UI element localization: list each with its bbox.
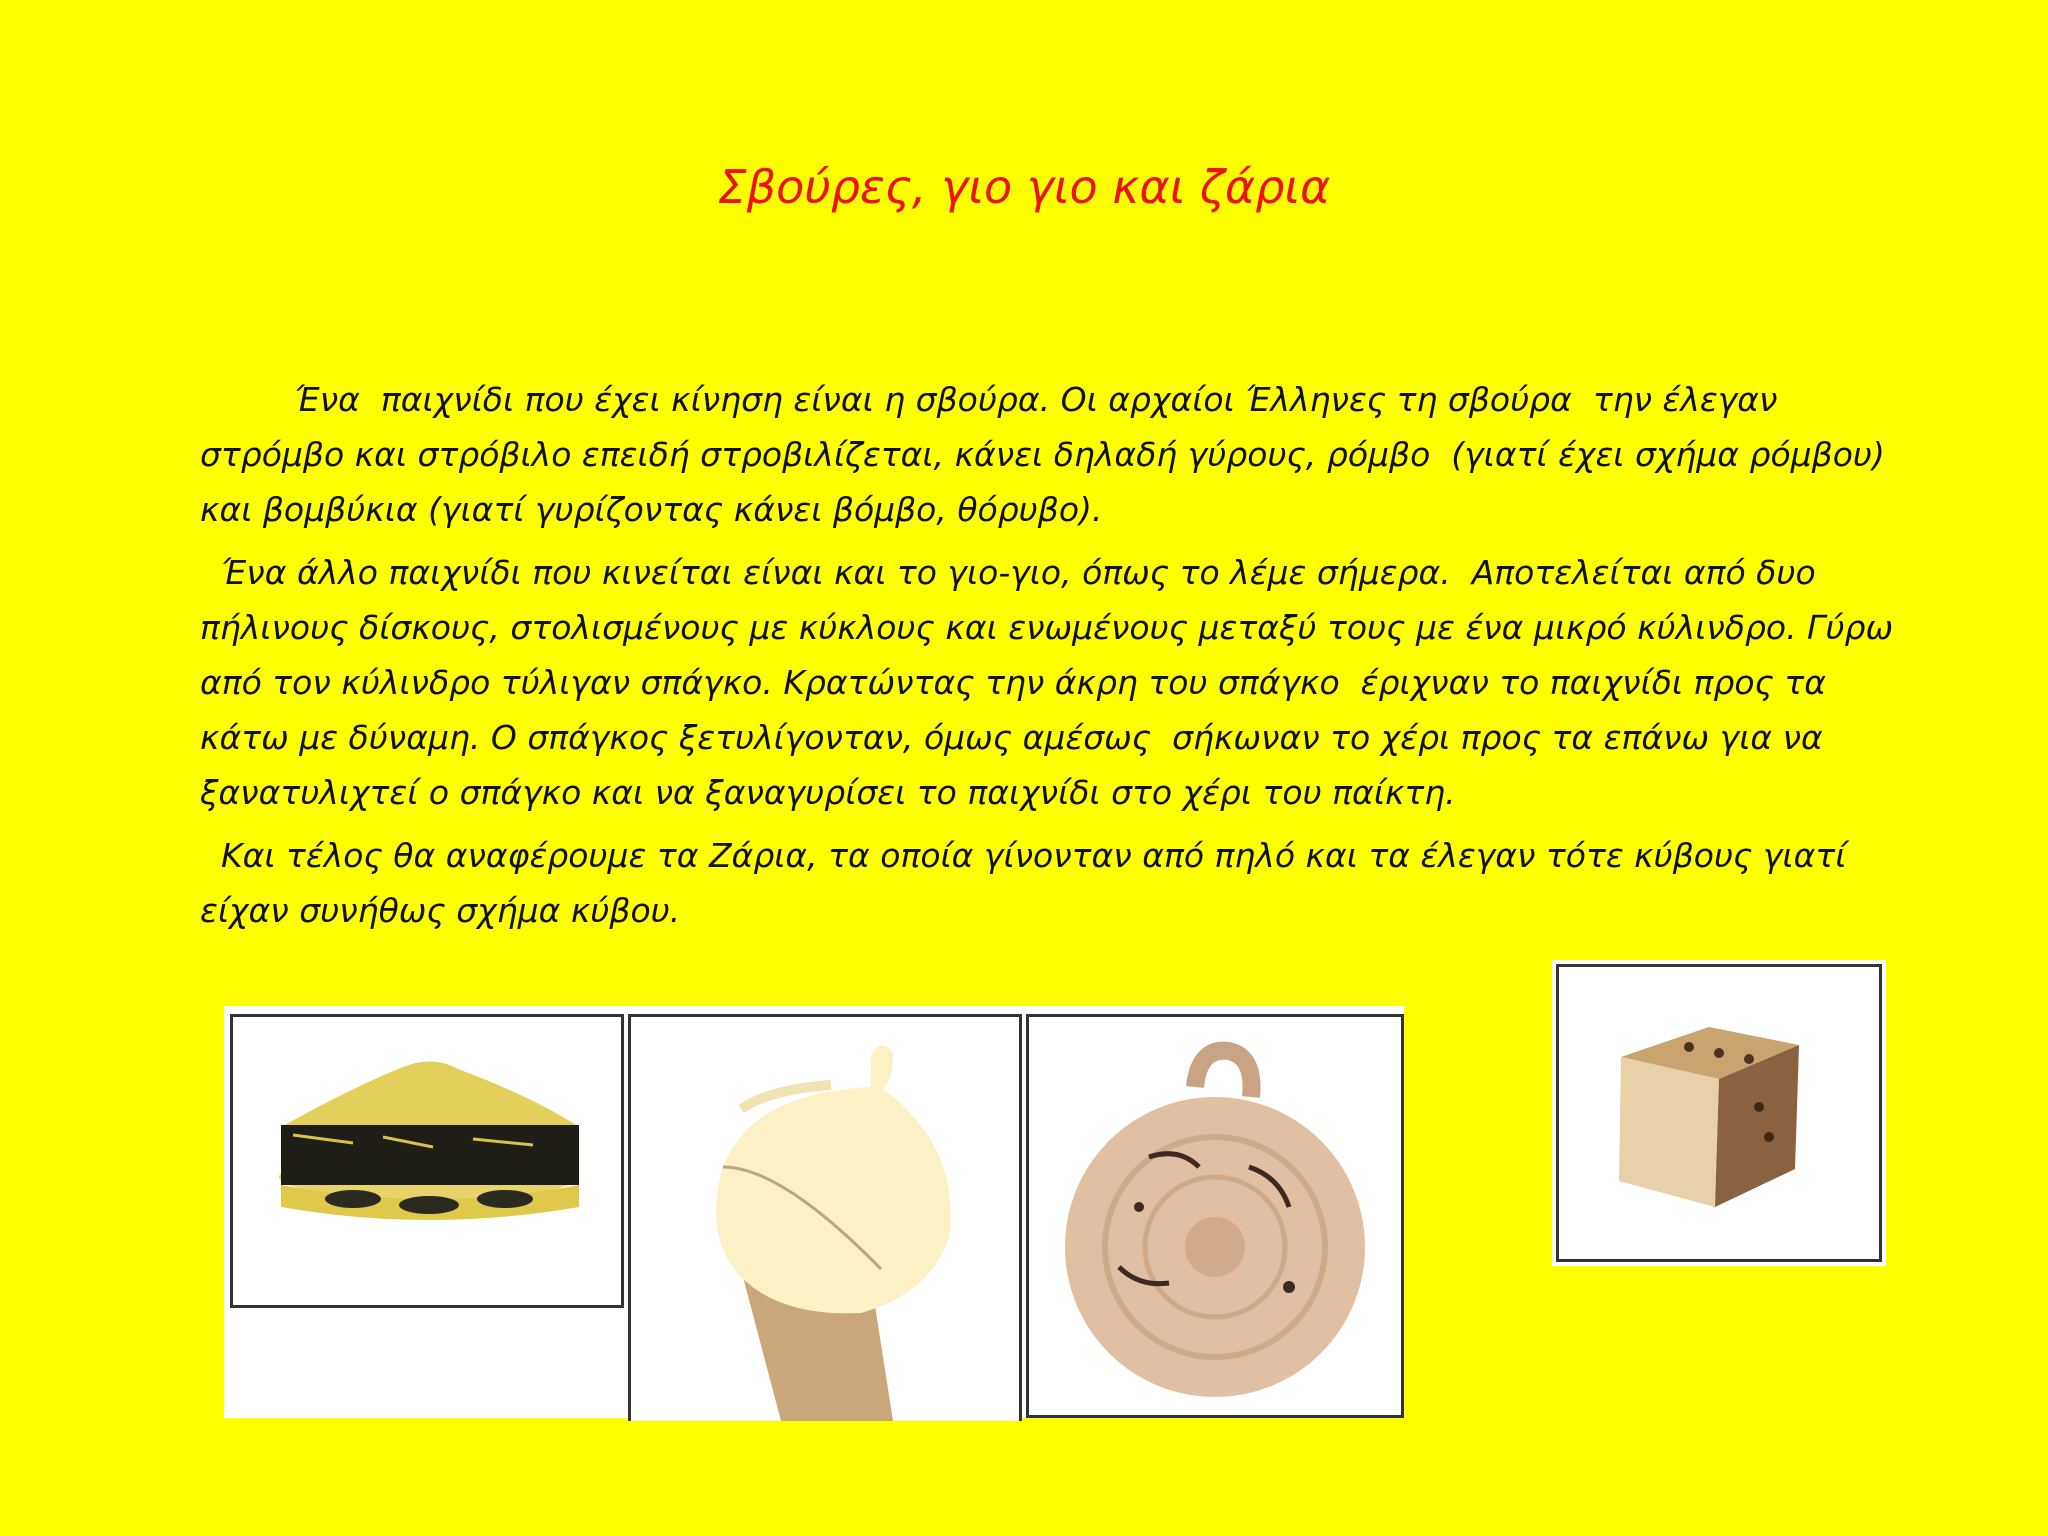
slide-title: Σβούρες, γιο γιο και ζάρια: [717, 160, 1331, 214]
paragraph-spinning-top: Ένα παιχνίδι που έχει κίνηση είναι η σβούρα. Οι αρχαίοι Έλληνες τη σβούρα την έλεγαν στρόμβο και στρόβιλο επειδή στροβιλίζεται, κάνει δηλαδή γύρους, ρόμβο (γιατί έχει σχήμα ρόμβου) και βομβύκια (γιατί γυρίζοντας κάνει βόμβο, θόρυβο).: [200, 380, 1885, 529]
photo-strip: [224, 1006, 1404, 1418]
photo-dice: [1556, 964, 1882, 1262]
photo-spinning-top-white: [628, 1014, 1022, 1421]
photo-spinning-top-black: [230, 1014, 624, 1308]
slide-body: [200, 372, 1920, 946]
paragraph-yo-yo: Ένα άλλο παιχνίδι που κινείται είναι και το γιο-γιο, όπως το λέμε σήμερα. Αποτελείται από δυο πήλινους δίσκους, στολισμένους με κύκλους και ενωμένους μεταξύ τους με ένα μικρό κύλινδρο. Γύρω από τον κύλινδρο τύλιγαν σπάγκο. Κρατώντας την άκρη του σπάγκο έριχναν το παιχνίδι προς τα κάτω με δύναμη. Ο σπάγκος ξετυλίγονταν, όμως αμέσως σήκωναν το χέρι προς τα επάνω για να ξανατυλιχτεί ο σπάγκο και να ξαναγυρίσει το παιχνίδι στο χέρι του παίκτη.: [200, 553, 1894, 812]
paragraph-dice: Και τέλος θα αναφέρουμε τα Ζάρια, τα οποία γίνονταν από πηλό και τα έλεγαν τότε κύβους γιατί είχαν συνήθως σχήμα κύβου.: [200, 836, 1847, 930]
dice-photo-frame: [1552, 960, 1886, 1266]
photo-yo-yo: [1026, 1014, 1404, 1418]
